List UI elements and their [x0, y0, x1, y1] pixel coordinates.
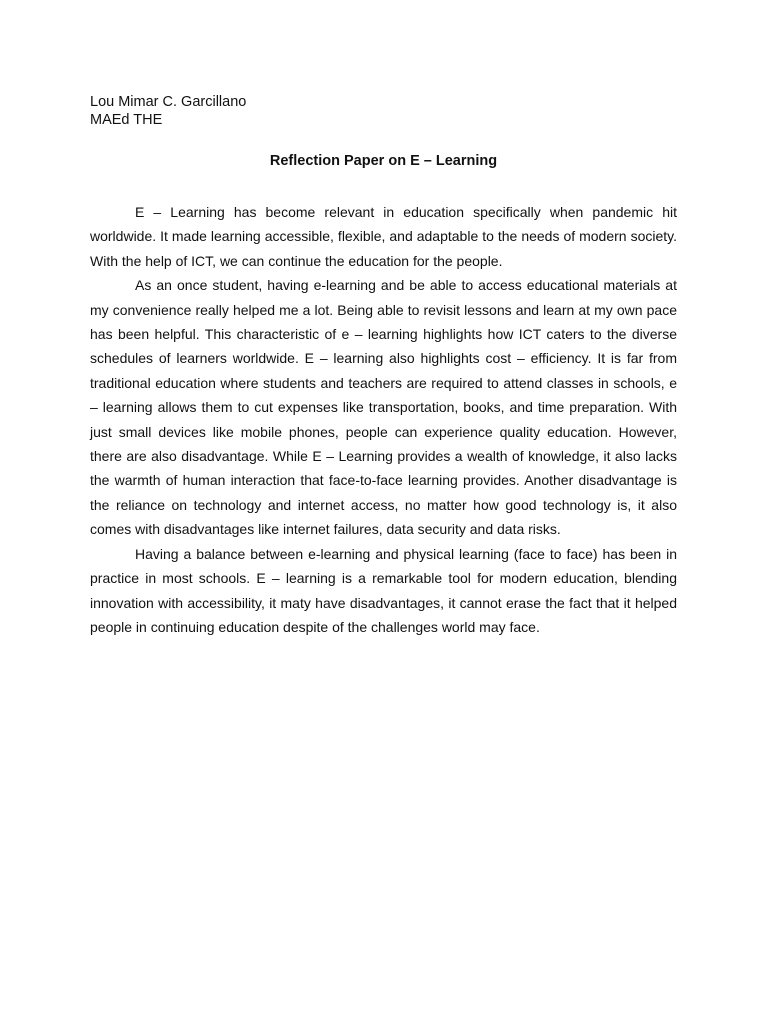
author-name: Lou Mimar C. Garcillano	[90, 94, 247, 110]
document-body	[90, 200, 677, 639]
author-block	[90, 93, 246, 129]
document-title: Reflection Paper on E – Learning	[269, 153, 498, 169]
program-name: MAEd THE	[90, 112, 163, 128]
paragraph: As an once student, having e-learning and be able to access educational materials at my convenience really helped me a lot. Being able to revisit lessons and learn at my own pace has been helpful. This characteristic of e – learning highlights how ICT caters to the diverse schedules of learners worldwide. E – learning also highlights cost – efficiency. It is far from traditional education where students and teachers are required to attend classes in schools, e – learning allows them to cut expenses like transportation, books, and time preparation. With just small devices like mobile phones, people can experience quality education. However, there are also disadvantage. While E – Learning provides a wealth of knowledge, it also lacks the warmth of human interaction that face-to-face learning provides. Another disadvantage is the reliance on technology and internet access, no matter how good technology is, it also comes with disadvantages like internet failures, data security and data risks.	[90, 277, 677, 538]
paragraph: E – Learning has become relevant in education specifically when pandemic hit worldwide. It made learning accessible, flexible, and adaptable to the needs of modern society. With the help of ICT, we can continue the education for the people.	[90, 204, 677, 269]
paragraph: Having a balance between e-learning and physical learning (face to face) has been in practice in most schools. E – learning is a remarkable tool for modern education, blending innovation with accessibility, it maty have disadvantages, it cannot erase the fact that it helped people in continuing education despite of the challenges world may face.	[90, 545, 677, 635]
